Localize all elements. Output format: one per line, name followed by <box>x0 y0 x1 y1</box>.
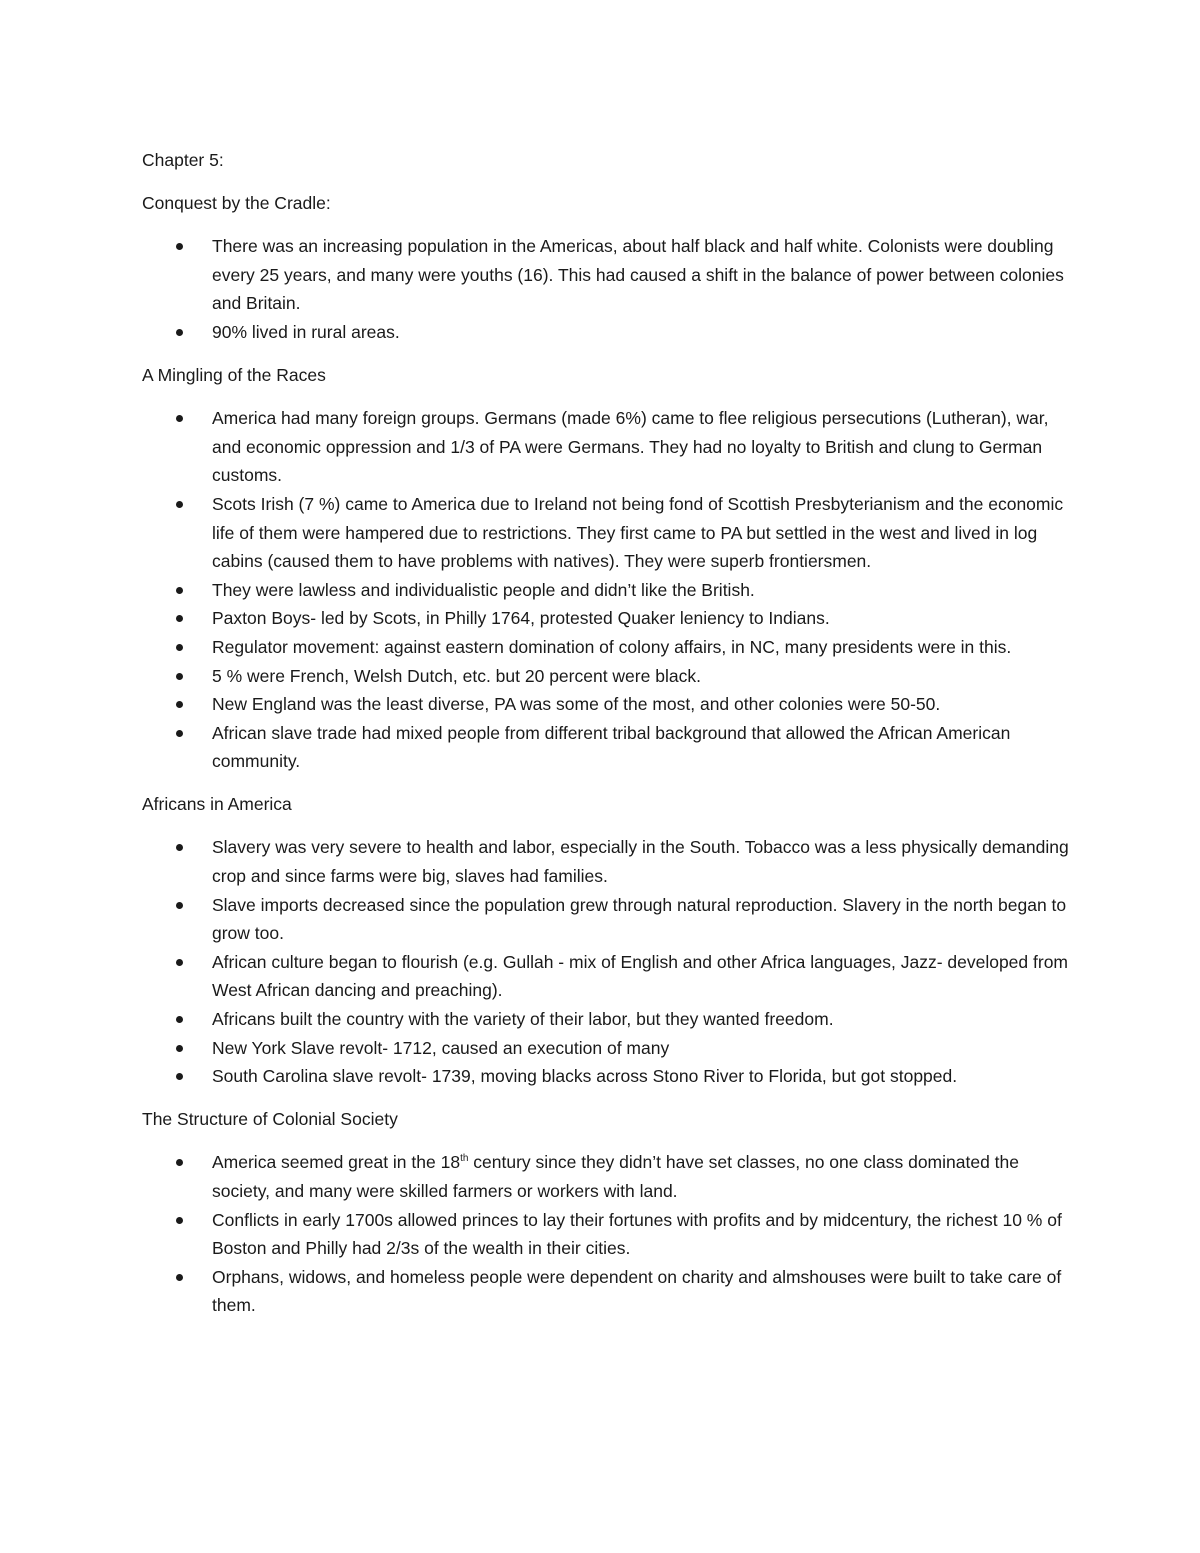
ordinal-superscript: th <box>460 1153 469 1165</box>
chapter-title: Chapter 5: <box>142 150 224 170</box>
bullet-item: African culture began to flourish (e.g. Gullah - mix of English and other Africa languages, Jazz- developed from West African dancing and preaching). <box>142 948 1072 1005</box>
bullet-item: South Carolina slave revolt- 1739, moving blacks across Stono River to Florida, but got stopped. <box>142 1062 1072 1091</box>
bullet-text-after-sup: century since they didn’t have set classes, no one class dominated the society, and many were skilled farmers or workers with land. <box>212 1152 1019 1201</box>
bullet-item <box>142 1148 1072 1205</box>
bullet-item: Conflicts in early 1700s allowed princes to lay their fortunes with profits and by midcentury, the richest 10 % of Boston and Philly had 2/3s of the wealth in their cities. <box>142 1206 1072 1263</box>
section-heading-structure: The Structure of Colonial Society <box>142 1109 398 1130</box>
document-page <box>142 146 1072 1334</box>
bullet-item: Orphans, widows, and homeless people were dependent on charity and almshouses were built to take care of them. <box>142 1263 1072 1320</box>
bullet-item: America had many foreign groups. Germans (made 6%) came to flee religious persecutions (Lutheran), war, and economic oppression and 1/3 of PA were Germans. They had no loyalty to British and clung to German customs. <box>142 404 1072 490</box>
section-heading-conquest: Conquest by the Cradle: <box>142 193 331 214</box>
bullet-item: New England was the least diverse, PA was some of the most, and other colonies were 50-50. <box>142 690 1072 719</box>
bullet-item: New York Slave revolt- 1712, caused an execution of many <box>142 1034 1072 1063</box>
bullet-item: Paxton Boys- led by Scots, in Philly 1764, protested Quaker leniency to Indians. <box>142 604 1072 633</box>
bullet-item: Scots Irish (7 %) came to America due to Ireland not being fond of Scottish Presbyterianism and the economic life of them were hampered due to restrictions. They first came to PA but settled in the west and lived in log cabins (caused them to have problems with natives). They were superb frontiersmen. <box>142 490 1072 576</box>
bullet-item: Regulator movement: against eastern domination of colony affairs, in NC, many presidents were in this. <box>142 633 1072 662</box>
bullet-item: 5 % were French, Welsh Dutch, etc. but 20 percent were black. <box>142 662 1072 691</box>
section-heading-mingling: A Mingling of the Races <box>142 365 326 386</box>
bullet-item: African slave trade had mixed people from different tribal background that allowed the African American community. <box>142 719 1072 776</box>
bullet-item: Africans built the country with the variety of their labor, but they wanted freedom. <box>142 1005 1072 1034</box>
bullet-item: Slavery was very severe to health and labor, especially in the South. Tobacco was a less physically demanding crop and since farms were big, slaves had families. <box>142 833 1072 890</box>
bullet-list-conquest <box>142 232 1072 346</box>
bullet-list-mingling <box>142 404 1072 776</box>
bullet-item: 90% lived in rural areas. <box>142 318 1072 347</box>
bullet-item: They were lawless and individualistic people and didn’t like the British. <box>142 576 1072 605</box>
bullet-list-structure <box>142 1148 1072 1320</box>
bullet-text-before-sup: America seemed great in the 18 <box>212 1152 461 1173</box>
section-heading-africans: Africans in America <box>142 794 292 815</box>
bullet-list-africans <box>142 833 1072 1090</box>
bullet-item: Slave imports decreased since the population grew through natural reproduction. Slavery in the north began to grow too. <box>142 891 1072 948</box>
bullet-item: There was an increasing population in the Americas, about half black and half white. Colonists were doubling every 25 years, and many were youths (16). This had caused a shift in the balance of power between colonies and Britain. <box>142 232 1072 318</box>
